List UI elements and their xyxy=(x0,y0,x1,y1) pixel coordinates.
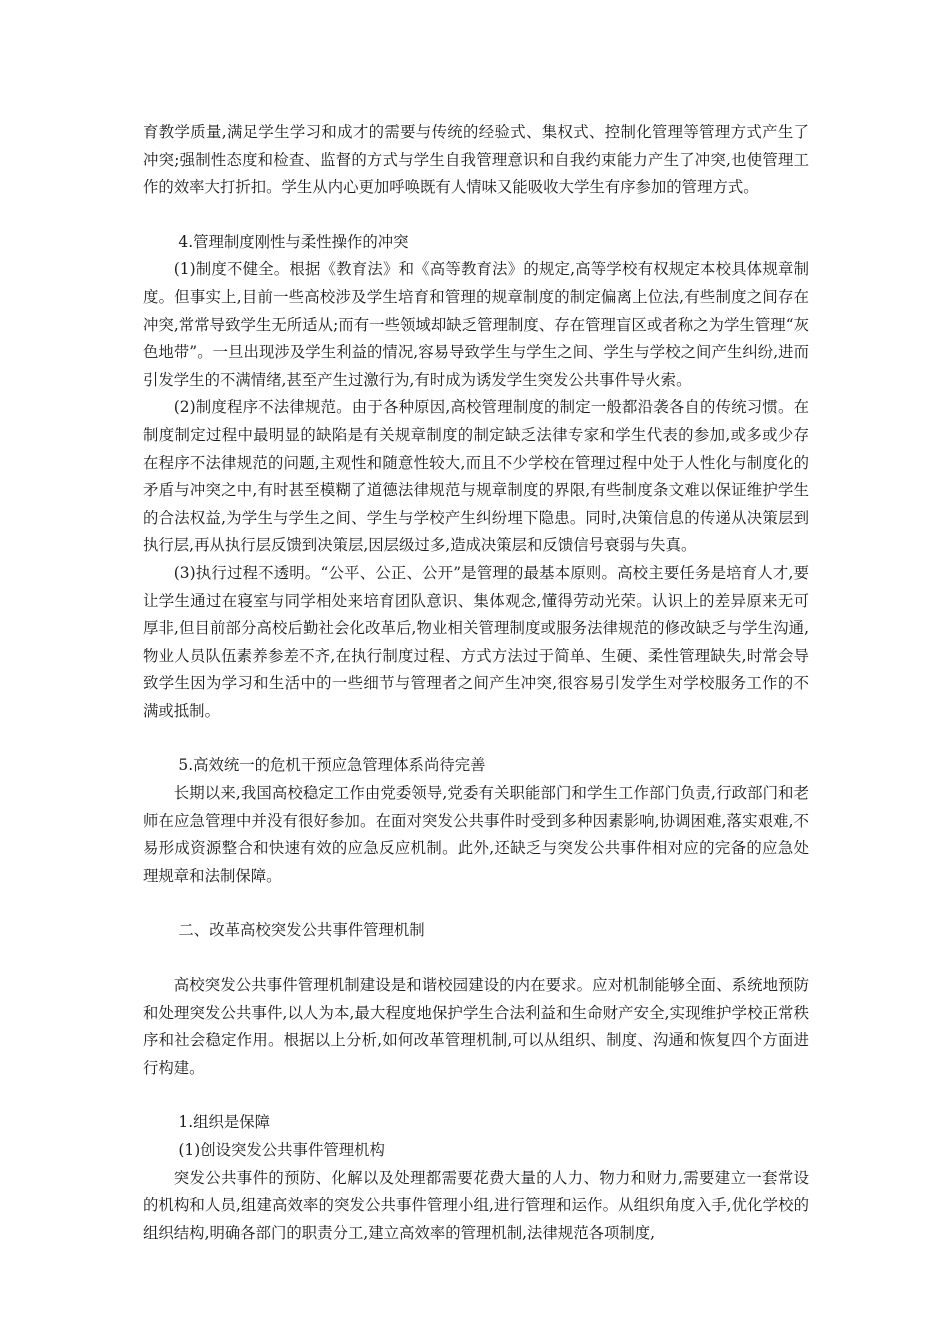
section-heading-4: 4.管理制度刚性与柔性操作的冲突 xyxy=(178,232,409,251)
paragraph-procedure-nonstandard: (2)制度程序不法律规范。由于各种原因,高校管理制度的制定一般都沿袭各自的传统习惯。在制度制定过程中最明显的缺陷是有关规章制度的制定缺乏法律专家和学生代表的参加,或多或少存在程序不法律规范的问题,主观性和随意性较大,而且不少学校在管理过程中处于人性化与制度化的矛盾与冲突之中,有时甚至模糊了道德法律规范与规章制度的界限,有些制度条文难以保证维护学生的合法权益,为学生与学生之间、学生与学校产生纠纷埋下隐患。同时,决策信息的传递从决策层到执行层,再从执行层反馈到决策层,因层级过多,造成决策层和反馈信号衰弱与失真。 xyxy=(143,398,809,555)
paragraph-system-incomplete: (1)制度不健全。根据《教育法》和《高等教育法》的规定,高等学校有权规定本校具体规章制度。但事实上,目前一些高校涉及学生培育和管理的规章制度的制定偏离上位法,有些制度之间存在冲突,常常导致学生无所适从;而有一些领域却缺乏管理制度、存在管理盲区或者称之为学生管理“灰色地带”。一旦出现涉及学生利益的情况,容易导致学生与学生之间、学生与学校之间产生纠纷,进而引发学生的不满情绪,甚至产生过激行为,有时成为诱发学生突发公共事件导火索。 xyxy=(143,260,809,389)
paragraph-reform-intro: 高校突发公共事件管理机制建设是和谐校园建设的内在要求。应对机制能够全面、系统地预防和处理突发公共事件,以人为本,最大程度地保护学生合法利益和生命财产安全,实现维护学校正常秩序和社会稳定作用。根据以上分析,如何改革管理机制,可以从组织、制度、沟通和恢复四个方面进行构建。 xyxy=(143,976,809,1077)
subsection-heading-1: 1.组织是保障 xyxy=(178,1113,271,1132)
section-heading-5: 5.高效统一的危机干预应急管理体系尚待完善 xyxy=(178,756,486,775)
chapter-heading-2: 二、改革高校突发公共事件管理机制 xyxy=(178,921,425,940)
subsection-heading-1a: (1)创设突发公共事件管理机构 xyxy=(178,1141,385,1159)
paragraph-continued: 育教学质量,满足学生学习和成才的需要与传统的经验式、集权式、控制化管理等管理方式产生了冲突;强制性态度和检查、监督的方式与学生自我管理意识和自我约束能力产生了冲突,也使管理工作的效率大打折扣。学生从内心更加呼唤既有人情味又能吸收大学生有序参加的管理方式。 xyxy=(143,123,809,197)
paragraph-emergency-system: 长期以来,我国高校稳定工作由党委领导,党委有关职能部门和学生工作部门负责,行政部门和老师在应急管理中并没有很好参加。在面对突发公共事件时受到多种因素影响,协调困难,落实艰难,不易形成资源整合和快速有效的应急反应机制。此外,还缺乏与突发公共事件相对应的完备的应急处理规章和法制保障。 xyxy=(143,784,809,885)
document-body xyxy=(143,119,809,1247)
paragraph-management-body: 突发公共事件的预防、化解以及处理都需要花费大量的人力、物力和财力,需要建立一套常设的机构和人员,组建高效率的突发公共事件管理小组,进行管理和运作。从组织角度入手,优化学校的组织结构,明确各部门的职责分工,建立高效率的管理机制,法律规范各项制度, xyxy=(143,1168,809,1242)
paragraph-execution-opaque: (3)执行过程不透明。“公平、公正、公开”是管理的最基本原则。高校主要任务是培育人才,要让学生通过在寝室与同学相处来培育团队意识、集体观念,懂得劳动光荣。认识上的差异原来无可厚非,但目前部分高校后勤社会化改革后,物业相关管理制度或服务法律规范的修改缺乏与学生沟通,物业人员队伍素养参差不齐,在执行制度过程、方式方法过于简单、生硬、柔性管理缺失,时常会导致学生因为学习和生活中的一些细节与管理者之间产生冲突,很容易引发学生对学校服务工作的不满或抵制。 xyxy=(143,563,809,720)
